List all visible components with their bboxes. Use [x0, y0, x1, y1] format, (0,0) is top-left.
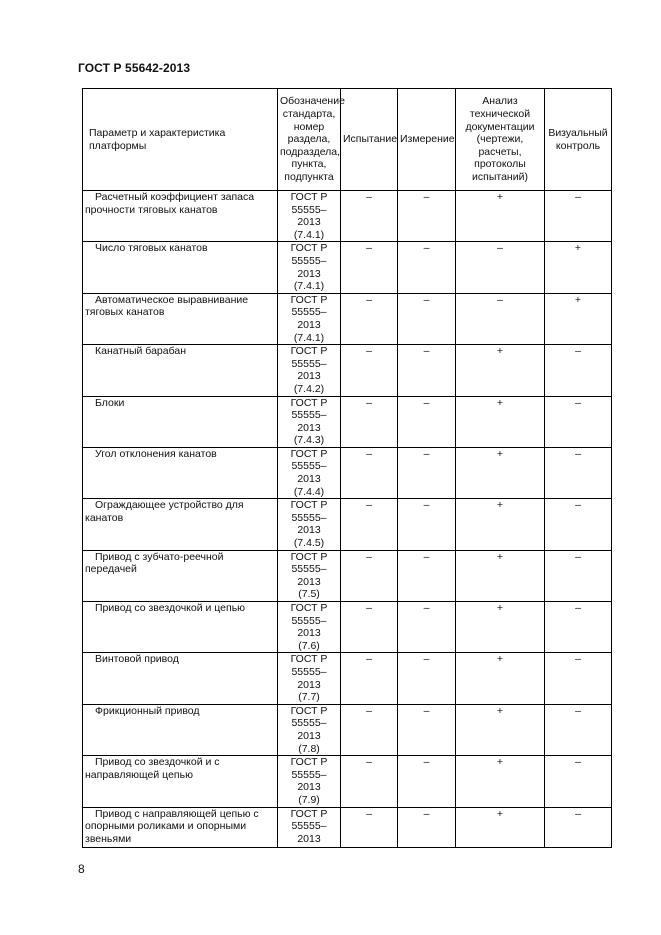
standard-ref-cell — [278, 550, 341, 601]
standard-code: ГОСТ Р — [290, 396, 328, 409]
parameter-cell: Фрикционный привод — [83, 704, 278, 755]
standard-code: ГОСТ Р — [290, 447, 328, 460]
standard-year: 2013 — [297, 832, 321, 845]
standard-year: 2013 — [297, 575, 321, 588]
standard-year: 2013 — [297, 216, 321, 229]
table-row — [83, 602, 612, 653]
test-mark: – — [341, 396, 398, 447]
standard-clause: (7.9) — [298, 793, 320, 806]
test-mark: – — [341, 345, 398, 396]
measure-mark: – — [398, 447, 456, 498]
table-row — [83, 653, 612, 704]
table-row — [83, 396, 612, 447]
parameter-cell: Привод со звездочкой и с направляющей цепью — [83, 756, 278, 807]
standard-number: 55555– — [291, 563, 327, 576]
standard-code: ГОСТ Р — [290, 293, 328, 306]
column-header-measurement: Измерение — [398, 89, 456, 191]
parameter-cell: Винтовой привод — [83, 653, 278, 704]
standard-clause: (7.8) — [298, 742, 320, 755]
standard-code: ГОСТ Р — [290, 345, 328, 358]
visual-mark: + — [545, 293, 612, 344]
measure-mark: – — [398, 499, 456, 550]
standard-code: ГОСТ Р — [290, 602, 328, 614]
column-header-parameter: Параметр и характеристика платформы — [83, 89, 278, 191]
measure-mark: – — [398, 756, 456, 807]
standard-clause: (7.4.2) — [293, 382, 325, 395]
visual-mark: – — [545, 447, 612, 498]
standard-code: ГОСТ Р — [290, 191, 328, 203]
measure-mark: – — [398, 293, 456, 344]
standard-number: 55555– — [291, 665, 327, 678]
standard-ref-cell — [278, 242, 341, 293]
parameter-cell: Ограждающее устройство для канатов — [83, 499, 278, 550]
standard-year: 2013 — [297, 781, 321, 794]
standard-number: 55555– — [291, 409, 327, 422]
visual-mark: – — [545, 807, 612, 847]
parameter-cell: Число тяговых канатов — [83, 242, 278, 293]
analysis-mark: + — [456, 756, 545, 807]
parameter-cell: Угол отклонения канатов — [83, 447, 278, 498]
column-header-test: Испытание — [341, 89, 398, 191]
parameter-cell: Расчетный коэффициент запаса прочности тяговых канатов — [83, 191, 278, 242]
standard-number: 55555– — [291, 460, 327, 473]
standard-year: 2013 — [297, 421, 321, 434]
standard-year: 2013 — [297, 627, 321, 640]
table-row — [83, 242, 612, 293]
measure-mark: – — [398, 704, 456, 755]
measure-mark: – — [398, 602, 456, 653]
analysis-mark: + — [456, 704, 545, 755]
standard-ref-cell — [278, 807, 341, 847]
analysis-mark: – — [456, 242, 545, 293]
standard-year: 2013 — [297, 370, 321, 383]
analysis-mark: + — [456, 447, 545, 498]
standard-number: 55555– — [291, 203, 327, 216]
measure-mark: – — [398, 396, 456, 447]
analysis-mark: + — [456, 550, 545, 601]
standard-clause: (7.4.5) — [293, 537, 325, 550]
column-header-standard: Обозначение стандарта, номер раздела, подраздела, пункта, подпункта — [278, 89, 341, 191]
parameter-cell: Блоки — [83, 396, 278, 447]
standard-ref-cell — [278, 293, 341, 344]
standard-ref-cell — [278, 499, 341, 550]
standard-year: 2013 — [297, 473, 321, 486]
standard-year: 2013 — [297, 267, 321, 280]
table-row — [83, 191, 612, 242]
measure-mark: – — [398, 191, 456, 242]
analysis-mark: + — [456, 345, 545, 396]
standard-number: 55555– — [291, 357, 327, 370]
table-row — [83, 704, 612, 755]
visual-mark: – — [545, 345, 612, 396]
standard-year: 2013 — [297, 729, 321, 742]
standard-number: 55555– — [291, 254, 327, 267]
standard-clause: (7.4.1) — [293, 331, 325, 344]
column-header-visual: Визуальный контроль — [545, 89, 612, 191]
standard-ref-cell — [278, 191, 341, 242]
requirements-table — [82, 88, 612, 848]
visual-mark: + — [545, 242, 612, 293]
standard-year: 2013 — [297, 678, 321, 691]
analysis-mark: + — [456, 807, 545, 847]
table-row — [83, 756, 612, 807]
standard-clause: (7.4.3) — [293, 434, 325, 447]
test-mark: – — [341, 602, 398, 653]
test-mark: – — [341, 499, 398, 550]
standard-ref-cell — [278, 756, 341, 807]
standard-year: 2013 — [297, 318, 321, 331]
standard-code: ГОСТ Р — [290, 550, 328, 563]
measure-mark: – — [398, 242, 456, 293]
table-row — [83, 293, 612, 344]
parameter-cell: Канатный барабан — [83, 345, 278, 396]
visual-mark: – — [545, 653, 612, 704]
visual-mark: – — [545, 499, 612, 550]
visual-mark: – — [545, 756, 612, 807]
standard-code: ГОСТ Р — [290, 653, 328, 666]
standard-clause: (7.7) — [298, 691, 320, 704]
measure-mark: – — [398, 550, 456, 601]
table-row — [83, 447, 612, 498]
measure-mark: – — [398, 653, 456, 704]
test-mark: – — [341, 550, 398, 601]
visual-mark: – — [545, 396, 612, 447]
visual-mark: – — [545, 704, 612, 755]
test-mark: – — [341, 704, 398, 755]
parameter-cell: Привод со звездочкой и цепью — [83, 602, 278, 653]
test-mark: – — [341, 756, 398, 807]
table-header-row — [83, 89, 612, 191]
table-row — [83, 499, 612, 550]
test-mark: – — [341, 807, 398, 847]
standard-code: ГОСТ Р — [290, 704, 328, 717]
standard-ref-cell — [278, 653, 341, 704]
parameter-cell: Привод с зубчато-реечной передачей — [83, 550, 278, 601]
standard-clause: (7.4.1) — [293, 280, 325, 293]
standard-clause: (7.4.1) — [293, 228, 325, 241]
analysis-mark: + — [456, 191, 545, 242]
test-mark: – — [341, 447, 398, 498]
test-mark: – — [341, 191, 398, 242]
standard-clause: (7.5) — [298, 588, 320, 601]
analysis-mark: + — [456, 396, 545, 447]
standard-number: 55555– — [291, 820, 327, 833]
parameter-cell: Привод с направляющей цепью с опорными роликами и опорными звеньями — [83, 807, 278, 847]
standard-code: ГОСТ Р — [290, 807, 328, 820]
table-body — [83, 191, 612, 848]
standard-year: 2013 — [297, 524, 321, 537]
analysis-mark: + — [456, 602, 545, 653]
standard-ref-cell — [278, 396, 341, 447]
standard-number: 55555– — [291, 614, 327, 627]
visual-mark: – — [545, 191, 612, 242]
document-header: ГОСТ Р 55642-2013 — [78, 61, 191, 75]
standard-clause: (7.4.4) — [293, 485, 325, 498]
standard-ref-cell — [278, 704, 341, 755]
visual-mark: – — [545, 602, 612, 653]
standard-ref-cell — [278, 345, 341, 396]
standard-clause: (7.6) — [298, 639, 320, 652]
visual-mark: – — [545, 550, 612, 601]
table-row — [83, 807, 612, 847]
measure-mark: – — [398, 807, 456, 847]
analysis-mark: – — [456, 293, 545, 344]
standard-number: 55555– — [291, 306, 327, 319]
test-mark: – — [341, 653, 398, 704]
test-mark: – — [341, 242, 398, 293]
standard-number: 55555– — [291, 717, 327, 730]
standard-ref-cell — [278, 447, 341, 498]
analysis-mark: + — [456, 653, 545, 704]
standard-code: ГОСТ Р — [290, 242, 328, 255]
standard-number: 55555– — [291, 768, 327, 781]
table-row — [83, 345, 612, 396]
standard-code: ГОСТ Р — [290, 499, 328, 512]
page-number: 8 — [78, 862, 85, 876]
parameter-cell: Автоматическое выравнивание тяговых канатов — [83, 293, 278, 344]
table-row — [83, 550, 612, 601]
column-header-doc-analysis: Анализ технической документации (чертежи, расчеты, протоколы испытаний) — [456, 89, 545, 191]
standard-number: 55555– — [291, 511, 327, 524]
analysis-mark: + — [456, 499, 545, 550]
standard-code: ГОСТ Р — [290, 756, 328, 769]
test-mark: – — [341, 293, 398, 344]
standard-ref-cell — [278, 602, 341, 653]
measure-mark: – — [398, 345, 456, 396]
